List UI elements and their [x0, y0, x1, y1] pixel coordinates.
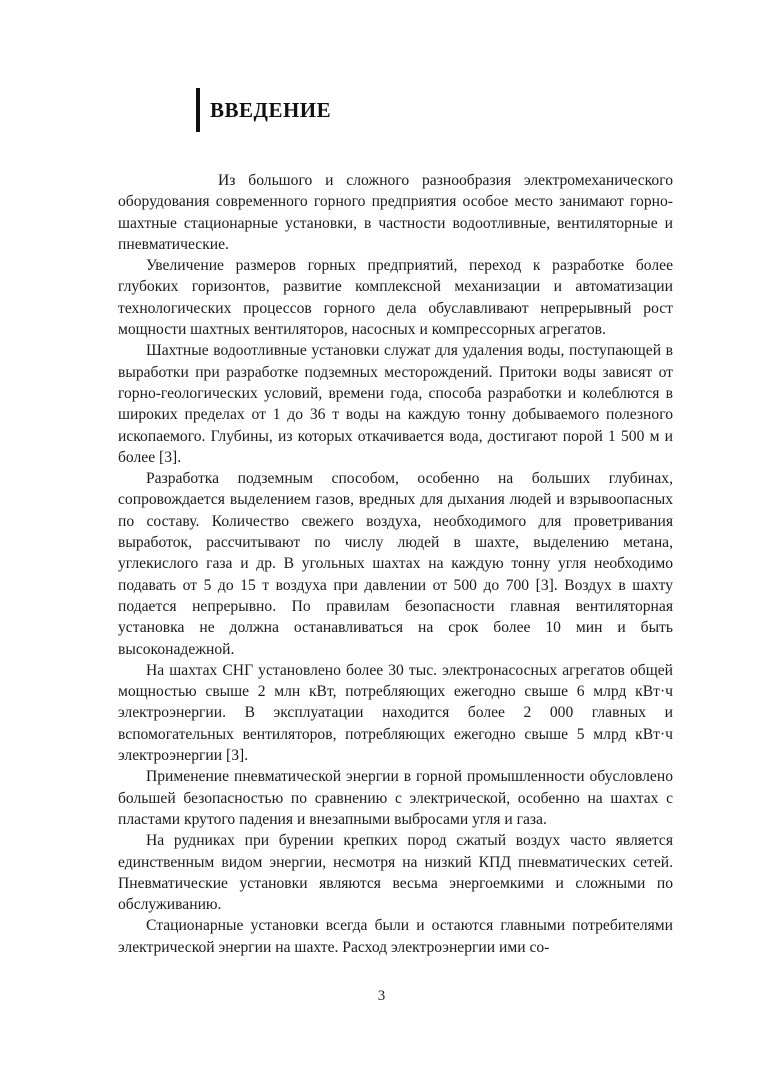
paragraph: Из большого и сложного разнообразия электромеханического оборудования современного горного предприятия особое место занимают горно-шахтные стационарные установки, в частности водоотливные, вентиляторные и пневматические. — [118, 172, 673, 253]
paragraph: Разработка подземным способом, особенно на больших глубинах, сопровождается выделением газов, вредных для дыхания людей и взрывоопасных по составу. Количество свежего воздуха, необходимого для проветривания выработок, рассчитывают по числу людей в шахте, выделению метана, углекислого газа и др. В угольных шахтах на каждую тонну угля необходимо подавать от 5 до 15 т воздуха при давлении от 500 до 700 [3]. Воздух в шахту подается непрерывно. По правилам безопасности главная вентиляторная установка не должна останавливаться на срок более 10 мин и быть высоконадежной. — [118, 470, 673, 658]
paragraph: На рудниках при бурении крепких пород сжатый воздух часто является единственным видом энергии, несмотря на низкий КПД пневматических сетей. Пневматические установки являются весьма энергоемкими и сложными по обслуживанию. — [118, 832, 673, 914]
paragraph: Увеличение размеров горных предприятий, переход к разработке более глубоких горизонтов, развитие комплексной механизации и автоматизации технологических процессов горного дела обуславливают непрерывный рост мощности шахтных вентиляторов, насосных и компрессорных агрегатов. — [118, 257, 673, 339]
heading-bar-decoration — [196, 88, 200, 132]
paragraph: Шахтные водоотливные установки служат для удаления воды, поступающей в выработки при разработке подземных месторождений. Притоки воды зависят от горно-геологических условий, времени года, способа разработки и колеблются в широких пределах от 1 до 36 т воды на каждую тонну добываемого полезного ископаемого. Глубины, из которых откачивается вода, достигают порой 1 500 м и более [3]. — [118, 342, 673, 466]
heading-title: ВВЕДЕНИЕ — [210, 97, 332, 122]
section-heading — [196, 88, 331, 132]
paragraph: Применение пневматической энергии в горной промышленности обусловлено большей безопасностью по сравнению с электрической, особенно на шахтах с пластами крутого падения и внезапными выбросами угля и газа. — [118, 768, 673, 828]
page-number: 3 — [377, 988, 386, 1004]
body-text — [118, 170, 673, 958]
paragraph: Стационарные установки всегда были и остаются главными потребителями электрической энергии на шахте. Расход электроэнергии ими со- — [118, 917, 673, 956]
paragraph: На шахтах СНГ установлено более 30 тыс. электронасосных агрегатов общей мощностью свыше 2 млн кВт, потребляющих ежегодно свыше 6 млрд кВт·ч электроэнергии. В эксплуатации находится более 2 000 главных и вспомогательных вентиляторов, потребляющих ежегодно свыше 5 млрд кВт·ч электроэнергии [3]. — [118, 661, 673, 765]
